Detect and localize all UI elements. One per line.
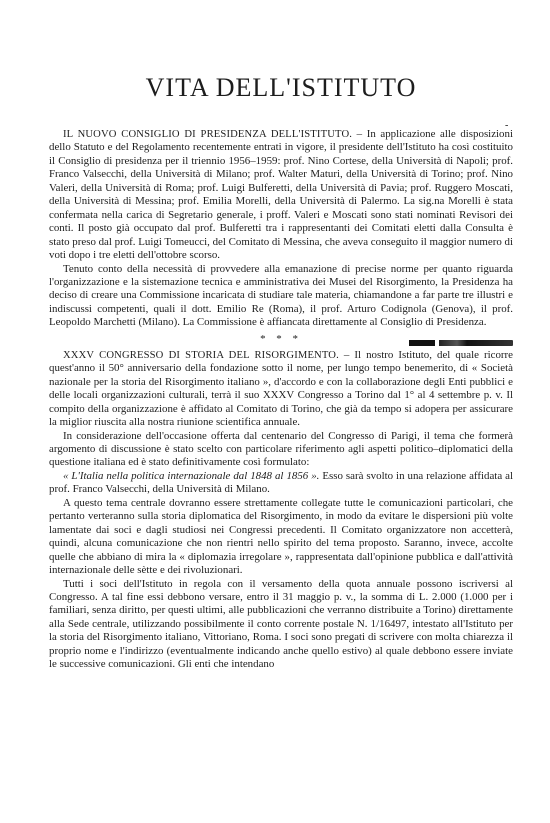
section-separator [49,333,513,348]
content [49,128,513,672]
section2-paragraph-3 [49,470,513,497]
section2-paragraph-4: A questo tema centrale dovranno essere strettamente collegate tutte le comunicazioni particolari, che pertanto verteranno sulla storia diplomatica del Risorgimento, in modo da evitare le dispersioni più volte lamentate dai soci e dagli studiosi nei Congressi precedenti. Il Comitato organizzatore non accetterà, quindi, alcuna comunicazione che non rientri nello spirito del tema proposto. Saranno, invece, accolte quelle che abbiano di mira la « diplomazia irregolare », rappresentata dall'opinione pubblica e dall'attività internazionale delle sètte e dei rivoluzionari. [49,496,513,577]
print-blot-mark [397,340,513,346]
section2-heading: XXXV CONGRESSO DI STORIA DEL RISORGIMENTO. [63,349,339,361]
section1-paragraph-1 [49,128,513,263]
section2-p1-text: – Il nostro Istituto, del quale ricorre quest'anno il 50° anniversario della fondazione sotto il nome, per lungo tempo benemerito, di « Società nazionale per la storia del Risorgimento italiano », d'accordo e con la collaborazione degli Enti pubblici e delle locali organizzazioni culturali, terrà il suo XXXV Congresso a Torino dal 1° al 4 settembre p. v. Il compito della organizzazione è affidato al Comitato di Torino, che già da tempo si adopera per assicurare la miglior riuscita alla nostra riunione scientifica annuale. [49,348,513,429]
separator-stars: * * * [260,332,302,345]
title-mark: - [505,120,509,131]
section2-paragraph-5: Tutti i soci dell'Istituto in regola con il versamento della quota annuale possono iscriversi al Congresso. A tal fine essi debbono versare, entro il 31 maggio p. v., la somma di L. 2.000 (1.000 per i familiari, senza diritto, per questi ultimi, alle pubblicazioni che verranno distribuite a Torino) direttamente alla Sede centrale, utilizzando possibilmente il conto corrente postale N. 1/16497, intestato all'Istituto per la storia del Risorgimento italiano, Vittoriano, Roma. I soci sono pregati di scrivere con molta chiarezza il proprio nome e l'indirizzo (eventualmente indicando anche quello estivo) al quale debbono essere inviate le successive comunicazioni. Gli enti che intendano [49,577,513,671]
section1-p1-text: – In applicazione alle disposizioni dello Statuto e del Regolamento recentemente entrati in vigore, il presidente dell'Istituto ha così costituito il Consiglio di presidenza per il triennio 1956–1959: prof. Nino Cortese, della Università di Napoli; prof. Franco Valsecchi, della Università di Milano; prof. Walter Maturi, della Università di Torino; prof. Nino Valeri, della Università di Roma; prof. Luigi Bulferetti, della Università di Pavia; prof. Ruggero Moscati, della Università di Messina; prof. Emilia Morelli, della Università di Palermo. La sig.na Morelli è stata confermata nella carica di Segretario generale, i proff. Valeri e Moscati sono stati nominati Revisori dei conti. Il posto già occupato dal prof. Bulferetti tra i rappresentanti dei Comitati eletti dalla Consulta è stato preso dal prof. Luigi Tomeucci, del Comitato di Messina, che aveva conseguito il maggior numero di voti dopo i tre eletti dell'ottobre scorso. [49,128,513,262]
section2-paragraph-1 [49,349,513,430]
section2-paragraph-2: In considerazione dell'occasione offerta dal centenario del Congresso di Parigi, il tema che formerà argomento di discussione è stato scelto con particolare riferimento agli aspetti politico–diplomatici della questione italiana ed è stato definitivamente così formulato: [49,429,513,469]
congress-theme: « L'Italia nella politica internazionale dal 1848 al 1856 ». [63,469,320,482]
section1-paragraph-2: Tenuto conto della necessità di provvedere alla emanazione di precise norme per quanto riguarda l'organizzazione e la sistemazione tecnica e amministrativa dei Musei del Risorgimento, la Presidenza ha deciso di creare una Commissione incaricata di studiare tale materia, chiamandone a far parte tre illustri e indiscussi competenti, quali il dott. Emilio Re (Roma), il prof. Arturo Codignola (Genova), il prof. Leopoldo Marchetti (Milano). La Commissione è affiancata direttamente al Consiglio di Presidenza. [49,262,513,329]
section2-p3-text: Esso sarà svolto in una relazione affidata al prof. Franco Valsecchi, della Università di Milano. [49,469,513,496]
page-title: VITA DELL'ISTITUTO [145,73,417,102]
section1-heading: IL NUOVO CONSIGLIO DI PRESIDENZA DELL'ISTITUTO. [63,129,353,140]
